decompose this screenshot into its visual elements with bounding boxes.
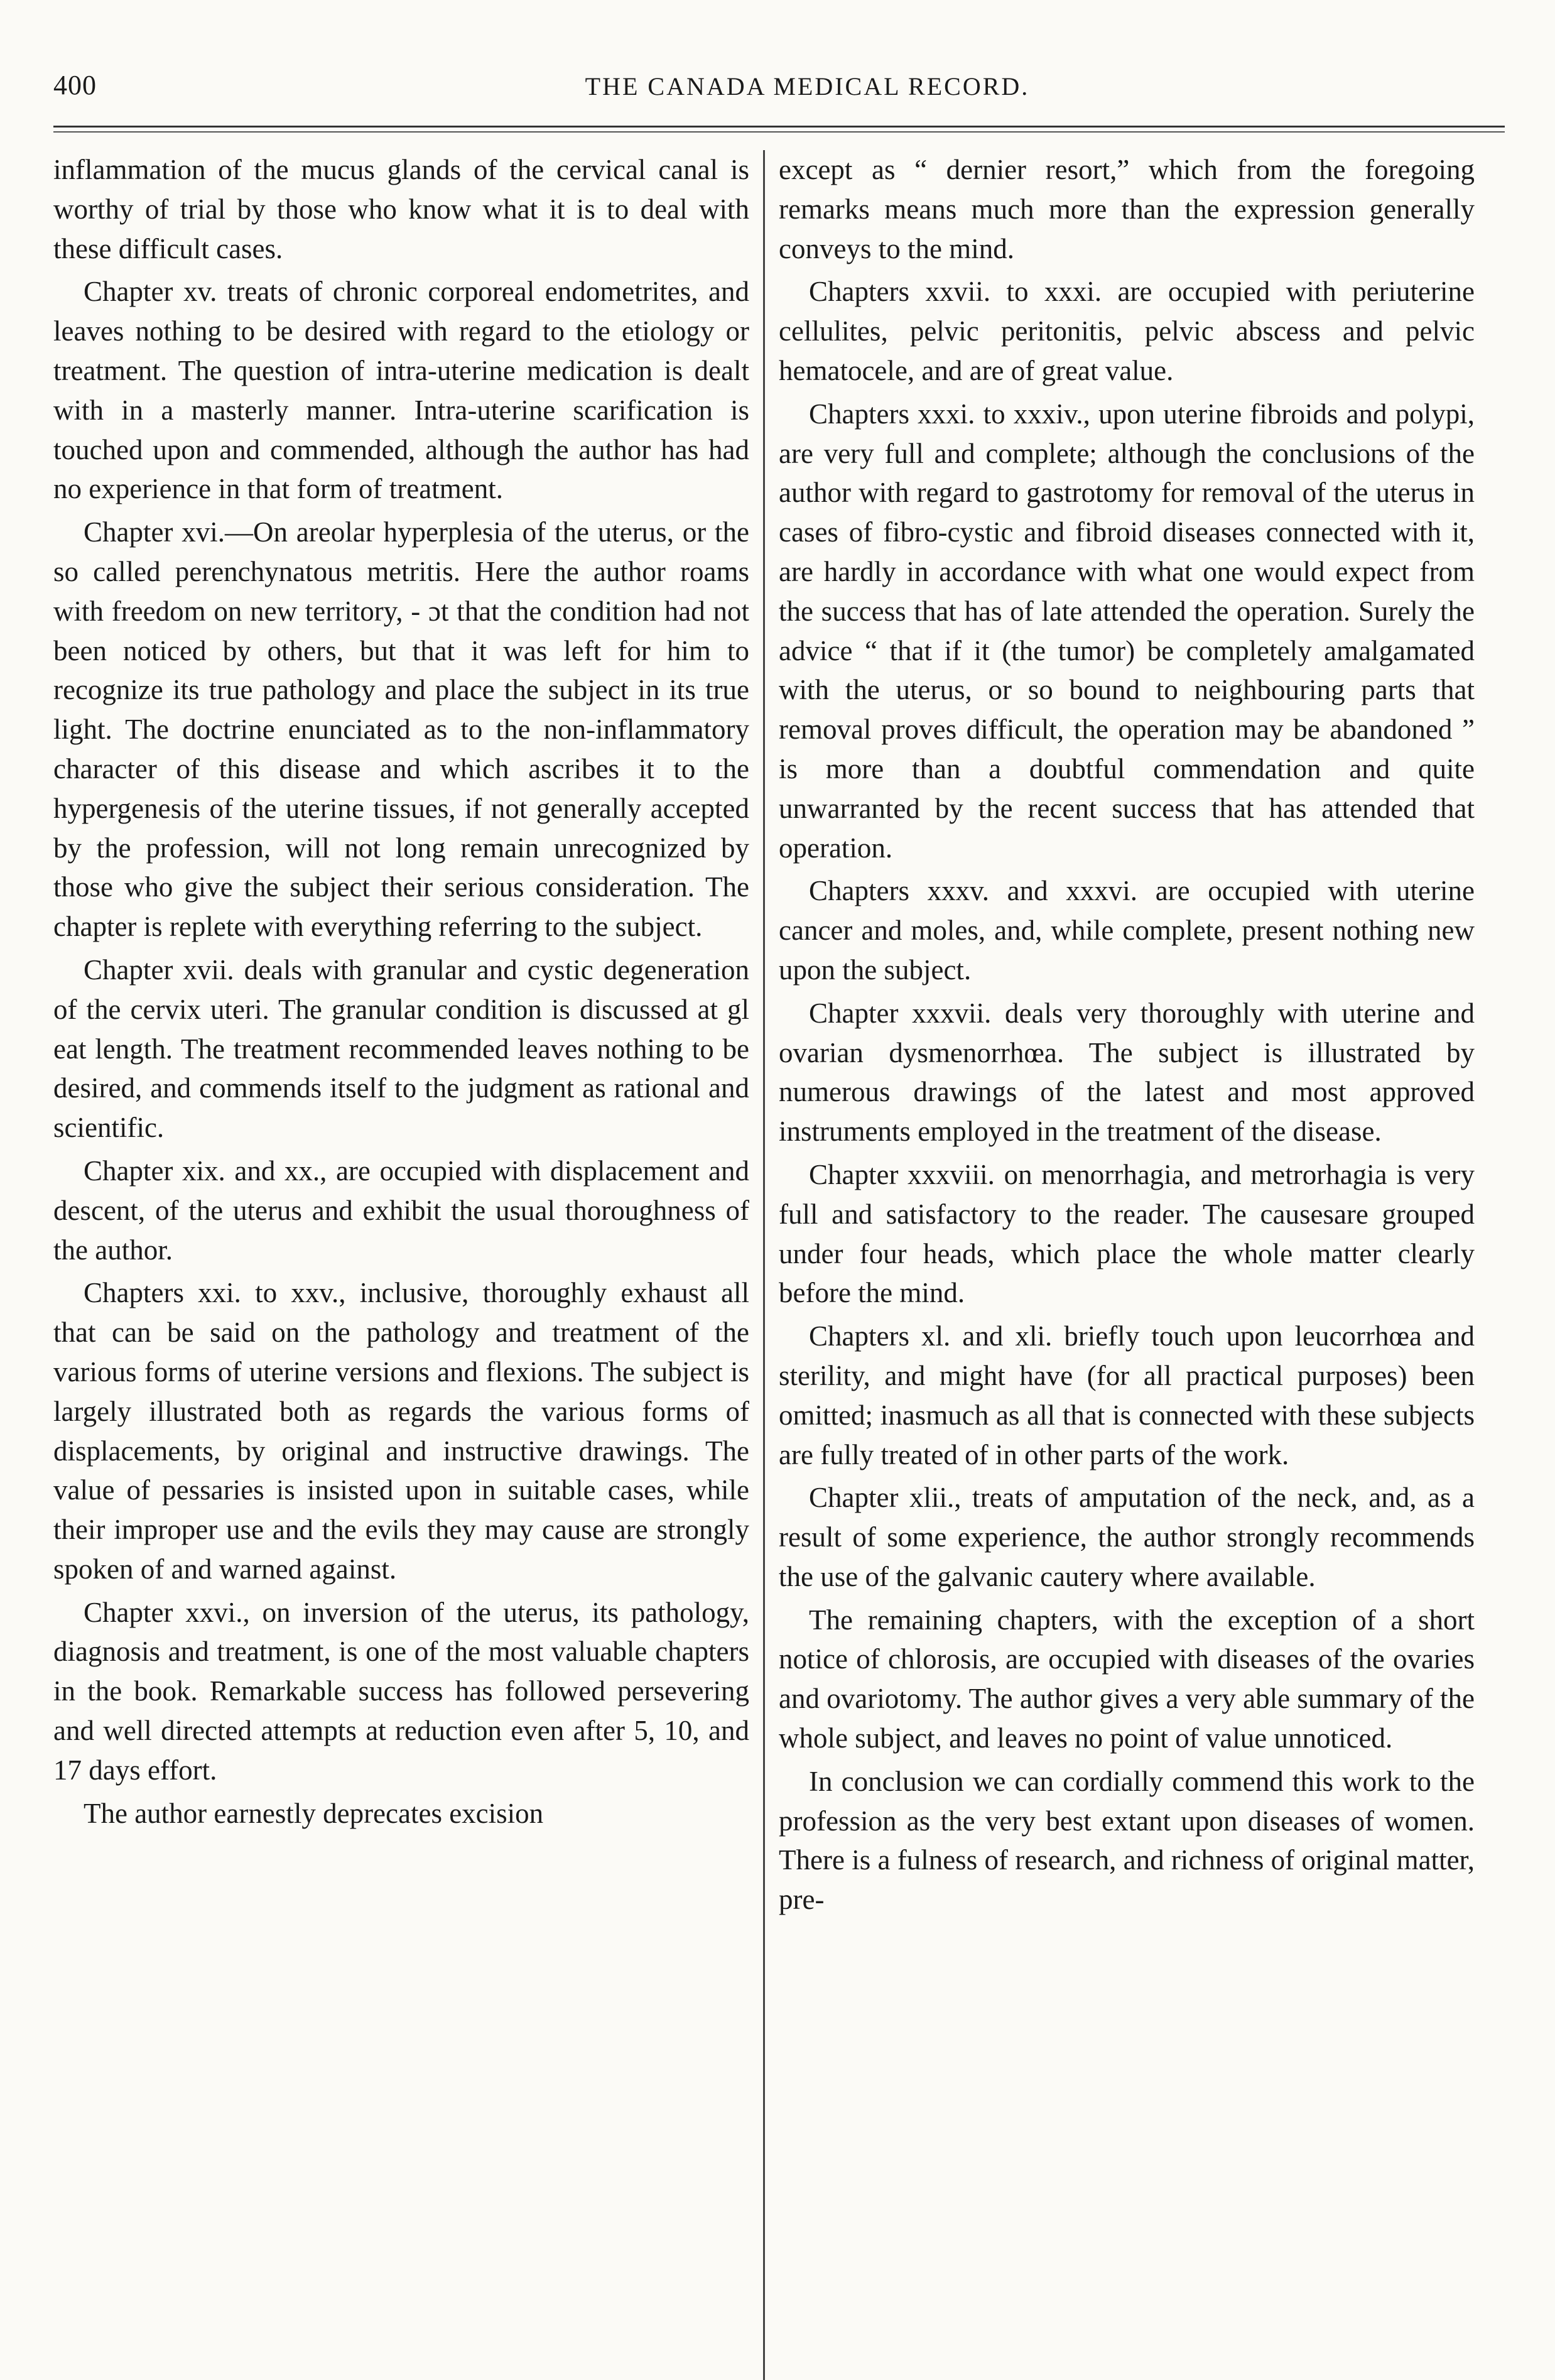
paragraph: Chapter xvi.—On areolar hyperplesia of the uterus, or the so called perenchynatous metritis. Here the author roams with freedom on new territory, - ɔt that the condition had not been noticed by others, but that it was left for him to recognize its true pathology and place the subject in its true light. The doctrine enunciated as to the non-inflammatory character of this disease and which ascribes it to the hypergenesis of the uterine tissues, if not generally accepted by the profession, will not long remain unrecognized by those who give the subject their serious consideration. The chapter is replete with everything referring to the subject.	[53, 516, 749, 943]
paragraph: Chapters xxvii. to xxxi. are occupied with periuterine cellulites, pelvic peritonitis, pelvic abscess and pelvic hematocele, and are of great value.	[779, 276, 1475, 386]
paragraph: Chapter xlii., treats of amputation of the neck, and, as a result of some experience, the author strongly recommends the use of the galvanic cautery where available.	[779, 1482, 1475, 1592]
paragraph: Chapters xxi. to xxv., inclusive, thoroughly exhaust all that can be said on the pathology and treatment of the various forms of uterine versions and flexions. The subject is largely illustrated both as regards the various forms of displacements, by original and instructive drawings. The value of pessaries is insisted upon in suitable cases, while their improper use and the evils they may cause are strongly spoken of and warned against.	[53, 1277, 749, 1585]
paragraph: Chapter xxxvii. deals very thoroughly with uterine and ovarian dysmenorrhœa. The subject is illustrated by numerous drawings of the latest and most approved instruments employed in the treatment of the disease.	[779, 997, 1475, 1148]
paragraph: The remaining chapters, with the exception of a short notice of chlorosis, are occupied with diseases of the ovaries and ovariotomy. The author gives a very able summary of the whole subject, and leaves no point of value unnoticed.	[779, 1604, 1475, 1754]
paragraph: Chapter xvii. deals with granular and cystic degeneration of the cervix uteri. The granular condition is discussed at gl eat length. The treatment recommended leaves nothing to be desired, and commends itself to the judgment as rational and scientific.	[53, 954, 749, 1144]
paragraph: The author earnestly deprecates excision	[84, 1797, 544, 1829]
page-number: 400	[53, 70, 97, 101]
paragraph: Chapter xv. treats of chronic corporeal endometrites, and leaves nothing to be desired with regard to the etiology or treatment. The question of intra-uterine medication is dealt with in a masterly manner. Intra-uterine scarification is touched upon and commended, although the author has had no experience in that form of treatment.	[53, 276, 749, 505]
paragraph: except as “ dernier resort,” which from the foregoing remarks means much more than the expression generally conveys to the mind.	[779, 154, 1475, 264]
paragraph: Chapter xxvi., on inversion of the uterus, its pathology, diagnosis and treatment, is one of the most valuable chapters in the book. Remarkable success has followed persevering and well directed attempts at reduction even after 5, 10, and 17 days effort.	[53, 1596, 749, 1786]
paragraph: Chapters xl. and xli. briefly touch upon leucorrhœa and sterility, and might have (for all practical purposes) been omitted; inasmuch as all that is connected with these subjects are fully treated of in other parts of the work.	[779, 1320, 1475, 1470]
paragraph: Chapters xxxi. to xxxiv., upon uterine fibroids and polypi, are very full and complete; although the conclusions of the author with regard to gastrotomy for removal of the uterus in cases of fibro-cystic and fibroid diseases connected with it, are hardly in accordance with what one would expect from the success that has of late attended the operation. Surely the advice “ that if it (the tumor) be completely amalgamated with the uterus, or so bound to neighbouring parts that removal proves difficult, the operation may be abandoned ” is more than a doubtful commendation and quite unwarranted by the recent success that has attended that operation.	[779, 398, 1475, 864]
running-title: THE CANADA MEDICAL RECORD.	[585, 72, 1030, 101]
paragraph: Chapter xxxviii. on menorrhagia, and metrorhagia is very full and satisfactory to the reader. The causesare grouped under four heads, which place the whole matter clearly before the mind.	[779, 1158, 1475, 1309]
header-rule	[53, 126, 1505, 128]
paragraph: inflammation of the mucus glands of the cervical canal is worthy of trial by those who know what it is to deal with these difficult cases.	[53, 154, 749, 264]
paragraph: Chapter xix. and xx., are occupied with displacement and descent, of the uterus and exhibit the usual thoroughness of the author.	[53, 1155, 749, 1266]
left-column	[53, 150, 763, 2380]
text-columns	[53, 150, 1505, 2380]
paragraph: Chapters xxxv. and xxxvi. are occupied with uterine cancer and moles, and, while complete, present nothing new upon the subject.	[779, 875, 1475, 986]
paragraph: In conclusion we can cordially commend this work to the profession as the very best extant upon diseases of women. There is a fulness of research, and richness of original matter, pre-	[779, 1765, 1475, 1916]
page-header	[53, 44, 1505, 101]
header-rule-secondary	[53, 131, 1505, 133]
right-column	[765, 150, 1475, 2380]
